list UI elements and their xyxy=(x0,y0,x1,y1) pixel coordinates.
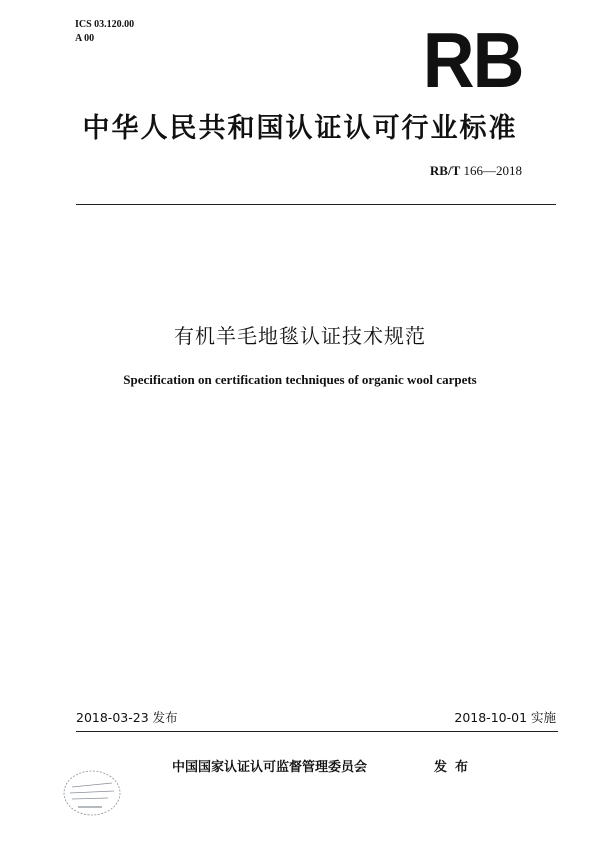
footer-divider xyxy=(76,731,558,732)
header-divider xyxy=(76,204,556,205)
standard-prefix: RB/T xyxy=(429,163,461,178)
ccs-code: A 00 xyxy=(75,33,95,44)
issue-date: 2018-03-23 发布 xyxy=(76,710,178,725)
ics-code: ICS 03.120.00 xyxy=(75,19,135,30)
standard-code: 166—2018 xyxy=(463,163,522,178)
main-title: 中华人民共和国认证认可行业标准 xyxy=(82,113,518,144)
release-label: 发布 xyxy=(434,760,477,775)
classification-codes xyxy=(75,18,134,46)
rb-logo: RB xyxy=(423,16,523,104)
document-title-english: Specification on certification techniques of organic wool carpets xyxy=(123,372,477,387)
stamp-seal-icon xyxy=(58,765,128,825)
standard-number xyxy=(430,163,522,179)
issuing-authority: 中国国家认证认可监督管理委员会 xyxy=(172,760,368,775)
document-title: 有机羊毛地毯认证技术规范 xyxy=(174,324,426,348)
implementation-date: 2018-10-01 实施 xyxy=(454,710,556,725)
